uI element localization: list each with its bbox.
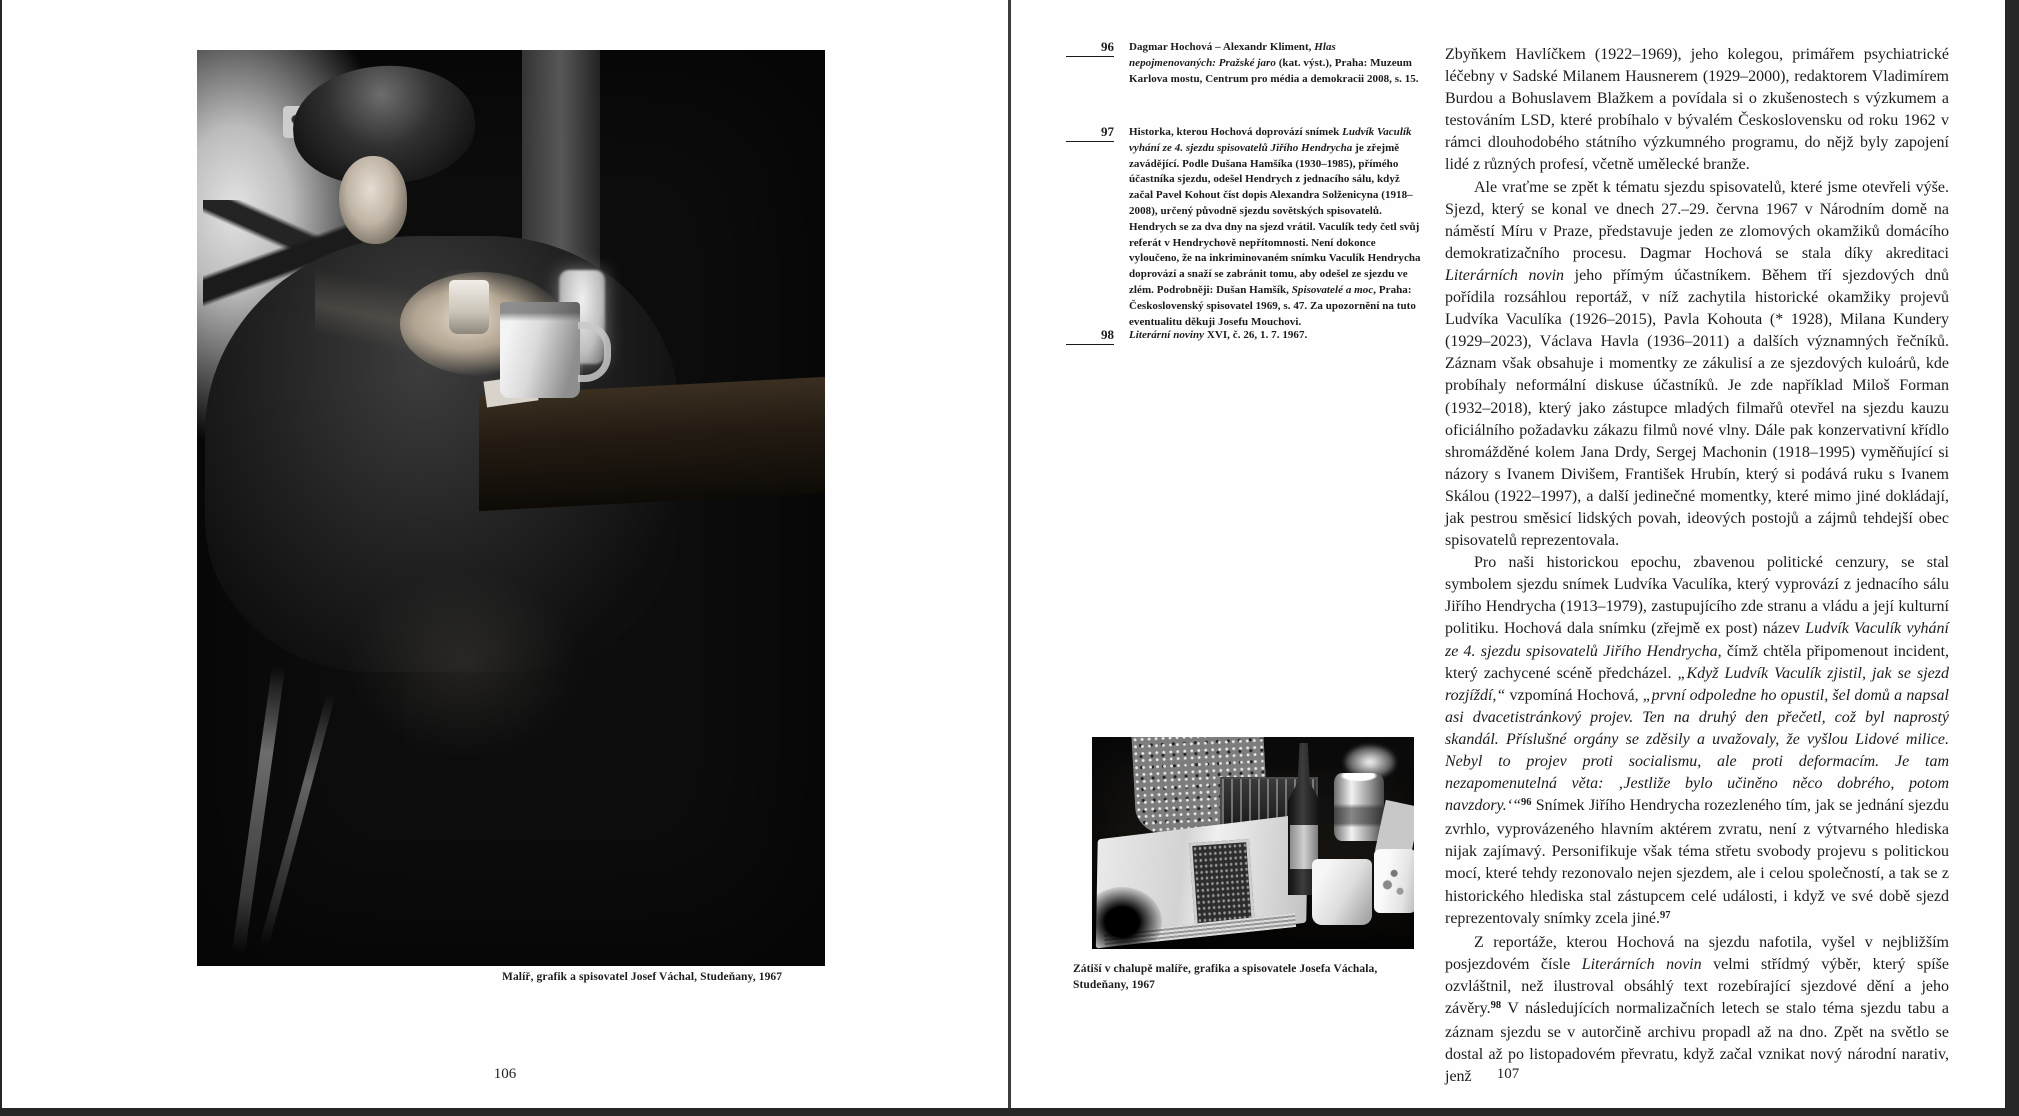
footnote-text: Dagmar Hochová – Alexandr Kliment, Hlas nepojmenovaných: Pražské jaro (kat. výst.), Praha: Muzeum Karlova mostu, Centrum pro média a demokracii 2008, s. 15. xyxy=(1129,41,1419,85)
page-number-right: 107 xyxy=(1496,1066,1520,1082)
page-right xyxy=(1011,0,2005,1108)
face-shape xyxy=(339,156,407,244)
page-number-left: 106 xyxy=(493,1066,517,1082)
photo-still-life xyxy=(1092,737,1414,949)
decorated-mug-shape xyxy=(1374,849,1414,913)
photo-caption-left: Malíř, grafik a spisovatel Josef Váchal, Studeňany, 1967 xyxy=(502,971,783,983)
tin-can-shape xyxy=(1334,773,1384,841)
paragraph: Pro naši historickou epochu, zbavenou politické cenzury, se stal symbolem sjezdu snímek Ludvíka Vaculíka, který vyprovází z jednacího sálu Jiřího Hendrycha (1913–1979), zastupujícího zde stranu a vládu a její kulturní politiku. Hochová dala snímku (zřejmě ex post) název Ludvík Vaculík vyhání ze 4. sjezdu spisovatelů Jiřího Hendrycha, čímž chtěla připomenout incident, který zachycené scéně předcházel. „Když Ludvík Vaculík zjistil, jak se sjezd rozjíždí,“ vzpomíná Hochová, „první odpoledne ho opustil, šel domů a napsal asi dvacetistránkový projev. Ten na druhý den přečetl, což byl naprostý skandál. Příslušné orgány se zděsily a uvažovaly, že vyšlou Lidové milice. Nebyl to projev proti socialismu, ale proti deformacím. Je tam nezapomenutelná věta: ‚Jestliže bylo učiněno něco dobrého, potom navzdory.‘“$^{96}$ Snímek Jiřího Hendrycha rozezleného tím, jak se jednání sjezdu zvrhlo, vyprovázeného hlavním aktérem zvratu, není z výtvarného hlediska nijak zajímavý. Personifikuje však téma střetu svobody projevu s politickou mocí, které tehdy rezonovalo nejen sjezdem, ale i celou společností, a tak se z historického hlediska stal zástupcem celé události, i když ve své době sjezd reprezentovaly snímky zcela jiné.$^{97}$ xyxy=(1445,554,1950,927)
paragraph: Zbyňkem Havlíčkem (1922–1969), jeho kolegou, primářem psychiatrické léčebny v Sadské Milanem Hausnerem (1929–2000), redaktorem Vladimírem Burdou a Bohuslavem Blažkem a povídala si o zkušenostech s výzkumem a testováním LSD, které probíhalo v bývalém Československu od roku 1962 v rámci dlouhodobého státního výzkumného programu, do nějž byly zapojení lidé z různých profesí, včetně umělecké branže. xyxy=(1445,46,1949,174)
footnote-96 xyxy=(1066,40,1426,87)
footnote-98 xyxy=(1066,328,1426,344)
page-left xyxy=(2,0,1008,1108)
footnote-text: Historka, kterou Hochová doprovází snímek Ludvík Vaculík vyhání ze 4. sjezdu spisovatelů Jiřího Hendrycha je zřejmě zavádějící. Podle Dušana Hamšíka (1930–1985), přímého účastníka sjezdu, odešel Hendrych z jednacího sálu, když začal Pavel Kohout číst dopis Alexandra Solženicyna (1918–2008), určený původně sjezdu sovětských spisovatelů. Hendrych se za dva dny na sjezd vrátil. Vaculík tedy četl svůj referát v Hendrychově nepřítomnosti. Není dokonce vyloučeno, že na inkriminovaném snímku Vaculík Hendrycha doprovází a snaží se zabránit tomu, aby odešel ze sjezdu ve zlém. Podrobněji: Dušan Hamšík, Spisovatelé a moc, Praha: Československý spisovatel 1969, s. 47. Za upozornění na tuto eventualitu děkuji Josefu Mouchovi. xyxy=(1129,126,1421,328)
knee-highlight xyxy=(345,570,581,756)
footnote-number: 98 xyxy=(1066,328,1114,345)
photo-josef-vachal xyxy=(197,50,825,966)
footnote-97 xyxy=(1066,125,1426,330)
woodcut-print-shape xyxy=(1189,839,1255,929)
mug-shape xyxy=(500,302,580,398)
paragraph: Z reportáže, kterou Hochová na sjezdu nafotila, vyšel v nejbližším posjezdovém čísle Literárních novin velmi střídmý výběr, který spíše ozvláštnil, než ilustroval obsáhlý text rozebírající sjezdové dění a jeho závěry.$^{98}$ V následujících normalizačních letech se stalo téma sjezdu tabu a záznam sjezdu se v autorčině archivu propadl až na dno. Zpět na světlo se dostal až po listopadovém převratu, když začal vznikat nový národní narativ, jenž xyxy=(1445,933,1949,1086)
footnote-number: 97 xyxy=(1066,125,1114,142)
cup-shape xyxy=(449,280,489,334)
paragraph: Ale vraťme se zpět k tématu sjezdu spisovatelů, které jsme otevřeli výše. Sjezd, který se konal ve dnech 27.–29. června 1967 v Národním domě na náměstí Míru v Praze, představuje jeden ze zlomových okamžiků domácího demokratizačního procesu. Dagmar Hochová se stala díky akreditaci Literárních novin jeho přímým účastníkem. Během tří sjezdových dnů pořídila rozsáhlou reportáž, v níž zachytila historické okamžiky projevů Ludvíka Vaculíka (1926–2015), Pavla Kohouta (* 1928), Milana Kundery (1929–2023), Václava Havla (1936–2011) a dalších významných řečníků. Záznam však obsahuje i momentky ze zákulisí a ze sjezdových kuloárů, kde probíhaly neformální diskuse účastníků. Je zde například Miloš Forman (1932–2018), který jako zástupce mladých filmařů otevřel na sjezdu kauzu oficiálního požadavku zákazu filmů nové vlny. Dále pak konzervativní křídlo shromážděné kolem Jana Drdy, Sergej Machonin (1918–1995) vyměňující si názory s Ivanem Divišem, František Hrubín, který si podává ruku s Ivanem Skálou (1922–1997), a další jedinečné momentky, které mimo jiné dokládají, jak pestrou směsicí lidských povah, ideových postojů a zájmů tehdejší obec spisovatelů reprezentovala. xyxy=(1445,178,1950,550)
footnote-number: 96 xyxy=(1066,40,1114,57)
main-text-column xyxy=(1445,44,1949,1088)
white-mug-shape xyxy=(1312,859,1372,925)
footnote-text: Literární noviny XVI, č. 26, 1. 7. 1967. xyxy=(1129,329,1308,341)
photo-caption-right: Zátiší v chalupě malíře, grafika a spisovatele Josefa Váchala, Studeňany, 1967 xyxy=(1073,963,1378,991)
